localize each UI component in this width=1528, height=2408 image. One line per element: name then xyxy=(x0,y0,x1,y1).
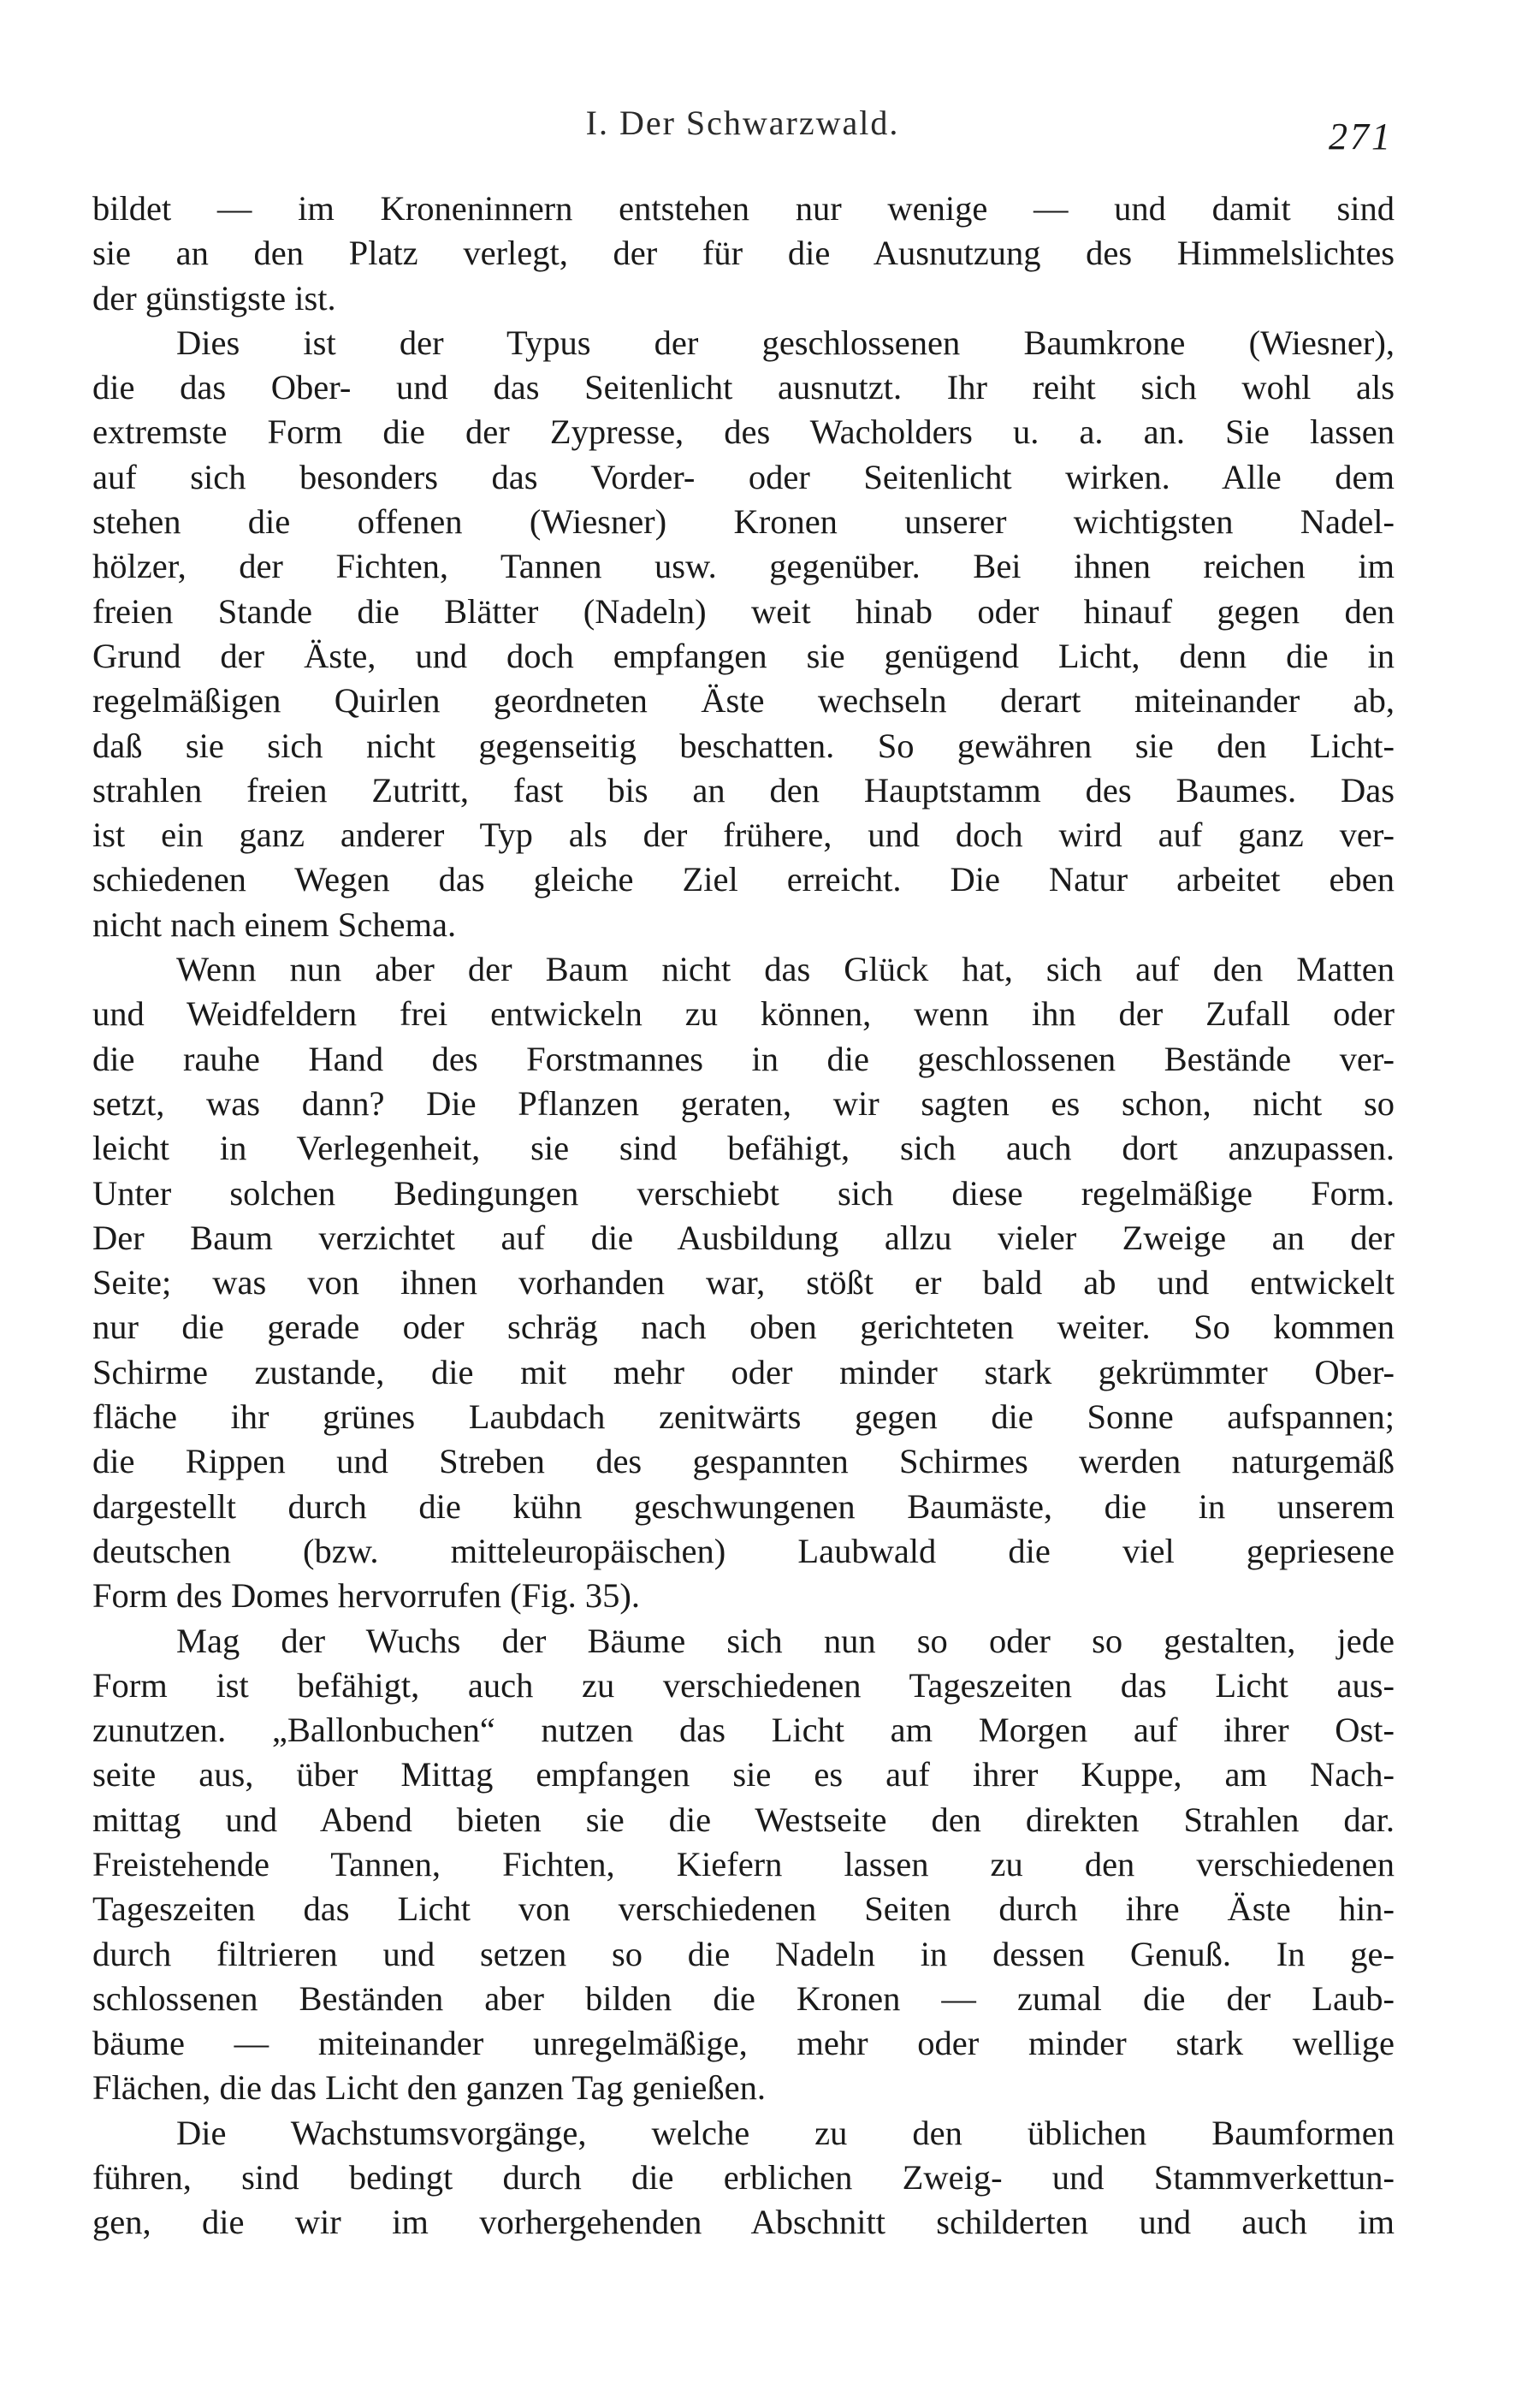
text-line: Seite; was von ihnen vorhanden war, stößt er bald ab und entwickelt xyxy=(92,1263,1395,1302)
text-line: extremste Form die der Zypresse, des Wacholders u. a. an. Sie lassen xyxy=(92,412,1395,452)
text-line: schlossenen Beständen aber bilden die Kronen — zumal die der Laub- xyxy=(92,1978,1395,2018)
body-text xyxy=(92,187,1395,2245)
text-line: die Rippen und Streben des gespannten Schirmes werden naturgemäß xyxy=(92,1442,1395,1481)
text-line: schiedenen Wegen das gleiche Ziel erreicht. Die Natur arbeitet eben xyxy=(92,860,1395,899)
text-line: durch filtrieren und setzen so die Nadeln in dessen Genuß. In ge- xyxy=(92,1934,1395,1973)
text-line: Tageszeiten das Licht von verschiedenen Seiten durch ihre Äste hin- xyxy=(92,1889,1395,1929)
page-header xyxy=(92,96,1393,157)
text-line: die das Ober- und das Seitenlicht ausnutzt. Ihr reiht sich wohl als xyxy=(92,368,1395,407)
text-line: auf sich besonders das Vorder- oder Seitenlicht wirken. Alle dem xyxy=(92,457,1395,496)
text-line: Der Baum verzichtet auf die Ausbildung allzu vieler Zweige an der xyxy=(92,1218,1395,1257)
text-line: Schirme zustande, die mit mehr oder minder stark gekrümmter Ober- xyxy=(92,1352,1395,1391)
text-line: setzt, was dann? Die Pflanzen geraten, wir sagten es schon, nicht so xyxy=(92,1083,1395,1123)
text-line: Mag der Wuchs der Bäume sich nun so oder so gestalten, jede xyxy=(176,1621,1395,1660)
text-line: hölzer, der Fichten, Tannen usw. gegenüber. Bei ihnen reichen im xyxy=(92,547,1395,586)
text-line: freien Stande die Blätter (Nadeln) weit hinab oder hinauf gegen den xyxy=(92,591,1395,631)
text-line: ist ein ganz anderer Typ als der frühere, und doch wird auf ganz ver- xyxy=(92,816,1395,855)
text-line: stehen die offenen (Wiesner) Kronen unserer wichtigsten Nadel- xyxy=(92,502,1395,542)
text-line: leicht in Verlegenheit, sie sind befähigt, sich auch dort anzupassen. xyxy=(92,1129,1395,1168)
text-line: Form des Domes hervorrufen (Fig. 35). xyxy=(92,1576,641,1616)
text-line: nur die gerade oder schräg nach oben gerichteten weiter. So kommen xyxy=(92,1308,1395,1347)
text-line: Grund der Äste, und doch empfangen sie genügend Licht, denn die in xyxy=(92,636,1395,675)
text-line: führen, sind bedingt durch die erblichen Zweig- und Stammverkettun- xyxy=(92,2158,1395,2197)
text-line: sie an den Platz verlegt, der für die Ausnutzung des Himmelslichtes xyxy=(92,234,1395,273)
text-line: seite aus, über Mittag empfangen sie es auf ihrer Kuppe, am Nach- xyxy=(92,1755,1395,1794)
text-line: Form ist befähigt, auch zu verschiedenen Tageszeiten das Licht aus- xyxy=(92,1665,1395,1705)
text-line: bildet — im Kroneninnern entstehen nur wenige — und damit sind xyxy=(92,189,1395,228)
text-line: die rauhe Hand des Forstmannes in die geschlossenen Bestände ver- xyxy=(92,1039,1395,1078)
text-line: fläche ihr grünes Laubdach zenitwärts gegen die Sonne aufspannen; xyxy=(92,1397,1395,1437)
text-line: Flächen, die das Licht den ganzen Tag genießen. xyxy=(92,2068,767,2108)
text-line: Wenn nun aber der Baum nicht das Glück hat, sich auf den Matten xyxy=(176,950,1395,989)
page-number: 271 xyxy=(1329,116,1393,157)
text-line: Unter solchen Bedingungen verschiebt sich diese regelmäßige Form. xyxy=(92,1173,1395,1213)
text-line: bäume — miteinander unregelmäßige, mehr oder minder stark wellige xyxy=(92,2024,1395,2063)
text-line: und Weidfeldern frei entwickeln zu können, wenn ihn der Zufall oder xyxy=(92,994,1395,1034)
text-line: nicht nach einem Schema. xyxy=(92,904,457,944)
text-line: Dies ist der Typus der geschlossenen Baumkrone (Wiesner), xyxy=(176,323,1395,362)
text-line: daß sie sich nicht gegenseitig beschatten. So gewähren sie den Licht- xyxy=(92,726,1395,765)
text-line: gen, die wir im vorhergehenden Abschnitt schilderten und auch im xyxy=(92,2203,1395,2242)
text-line: mittag und Abend bieten sie die Westseite den direkten Strahlen dar. xyxy=(92,1800,1395,1839)
text-line: deutschen (bzw. mitteleuropäischen) Laubwald die viel gepriesene xyxy=(92,1531,1395,1570)
text-line: Die Wachstumsvorgänge, welche zu den üblichen Baumformen xyxy=(176,2113,1395,2152)
text-line: zunutzen. „Ballonbuchen“ nutzen das Licht am Morgen auf ihrer Ost- xyxy=(92,1711,1395,1750)
text-line: Freistehende Tannen, Fichten, Kiefern lassen zu den verschiedenen xyxy=(92,1844,1395,1883)
running-title: I. Der Schwarzwald. xyxy=(585,104,900,142)
text-line: der günstigste ist. xyxy=(92,278,336,317)
text-line: strahlen freien Zutritt, fast bis an den Hauptstamm des Baumes. Das xyxy=(92,770,1395,810)
text-line: regelmäßigen Quirlen geordneten Äste wechseln derart miteinander ab, xyxy=(92,681,1395,721)
text-line: dargestellt durch die kühn geschwungenen Baumäste, die in unserem xyxy=(92,1486,1395,1526)
